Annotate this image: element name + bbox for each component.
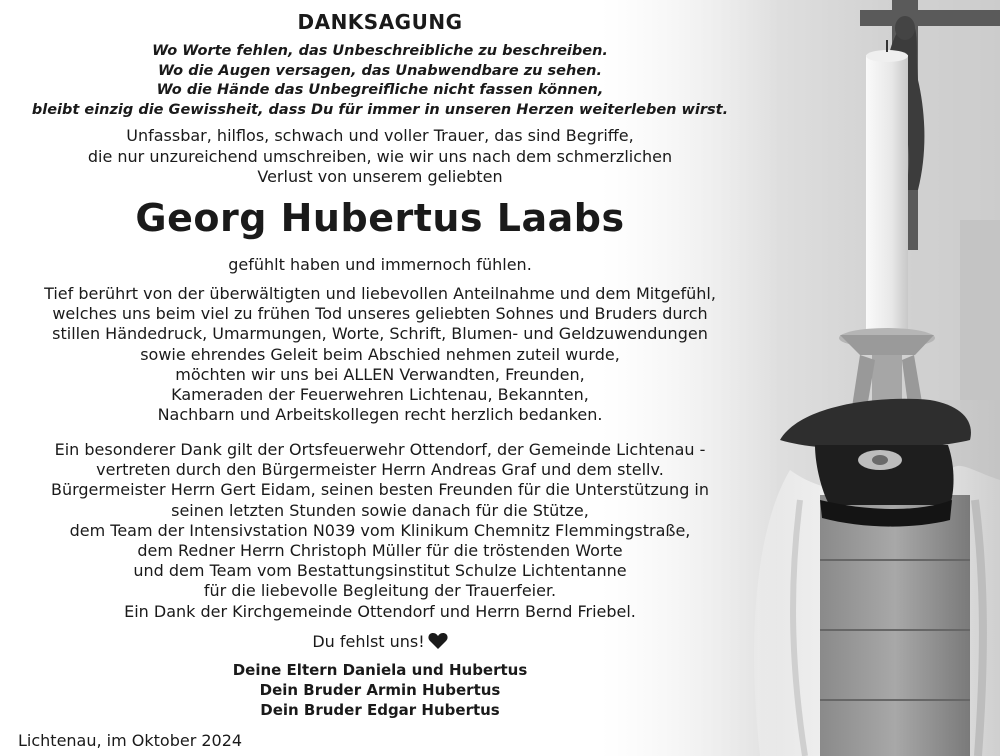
thanks-line: Tief berührt von der überwältigten und liebevollen Anteilnahme und dem Mitgefühl, <box>44 284 716 303</box>
wooden-stand <box>820 495 970 756</box>
heart-icon <box>428 632 448 654</box>
special-thanks-line: Ein besonderer Dank gilt der Ortsfeuerwehr Ottendorf, der Gemeinde Lichtenau - <box>54 440 706 459</box>
signatures <box>0 660 760 720</box>
poem-line: bleibt einzig die Gewissheit, dass Du für immer in unseren Herzen weiterleben wirst. <box>31 101 729 118</box>
thanks-line: welches uns beim viel zu frühen Tod unseres geliebten Sohnes und Bruders durch <box>52 304 708 324</box>
signature-line: Dein Bruder Armin Hubertus <box>259 681 501 699</box>
felt-text: gefühlt haben und immernoch fühlen. <box>228 255 532 274</box>
poem-line: Wo die Augen versagen, das Unabwendbare zu sehen. <box>157 62 602 79</box>
thanks-line: möchten wir uns bei ALLEN Verwandten, Freunden, <box>175 364 585 384</box>
special-thanks-line: vertreten durch den Bürgermeister Herrn Andreas Graf und dem stellv. <box>96 460 664 480</box>
thanks-line: Nachbarn und Arbeitskollegen recht herzlich bedanken. <box>157 405 603 425</box>
poem <box>0 42 760 120</box>
thanks-line: sowie ehrendes Geleit beim Abschied nehmen zuteil wurde, <box>140 344 620 364</box>
special-thanks-line: Bürgermeister Herrn Gert Eidam, seinen besten Freunden für die Unterstützung in <box>50 480 710 500</box>
special-thanks-line: dem Team der Intensivstation N039 vom Klinikum Chemnitz Flemmingstraße, <box>69 520 691 540</box>
intro-line: die nur unzureichend umschreiben, wie wir uns nach dem schmerzlichen <box>87 146 673 166</box>
poem-line: Wo Worte fehlen, das Unbeschreibliche zu beschreiben. <box>152 43 608 59</box>
special-thanks-line: und dem Team vom Bestattungsinstitut Schulze Lichtentanne <box>133 561 627 581</box>
special-thanks-line: seinen letzten Stunden sowie danach für die Stütze, <box>171 500 589 520</box>
intro-line: Verlust von unserem geliebten <box>257 167 503 186</box>
special-thanks-line: für die liebevolle Begleitung der Trauerfeier. <box>203 581 557 601</box>
special-thanks-line: dem Redner Herrn Christoph Müller für die tröstenden Worte <box>137 541 623 561</box>
deceased-name: Georg Hubertus Laabs <box>135 196 625 240</box>
signature-line: Dein Bruder Edgar Hubertus <box>260 701 500 719</box>
miss-line <box>0 632 760 654</box>
intro-text <box>0 126 760 188</box>
signature-line: Deine Eltern Daniela und Hubertus <box>232 661 528 679</box>
special-thanks-paragraph <box>0 440 760 622</box>
intro-line: Unfassbar, hilflos, schwach und voller Trauer, das sind Begriffe, <box>126 126 634 145</box>
miss-text: Du fehlst uns! <box>312 632 425 651</box>
thanks-paragraph <box>0 284 760 425</box>
thanks-line: Kameraden der Feuerwehren Lichtenau, Bekannten, <box>171 385 589 405</box>
notice-title: DANKSAGUNG <box>297 10 463 34</box>
poem-line: Wo die Hände das Unbegreifliche nicht fassen können, <box>156 82 604 98</box>
place-date: Lichtenau, im Oktober 2024 <box>18 731 243 750</box>
thanks-line: stillen Händedruck, Umarmungen, Worte, Schrift, Blumen- und Geldzuwendungen <box>52 324 708 344</box>
special-thanks-line: Ein Dank der Kirchgemeinde Ottendorf und Herrn Bernd Friebel. <box>124 601 636 621</box>
